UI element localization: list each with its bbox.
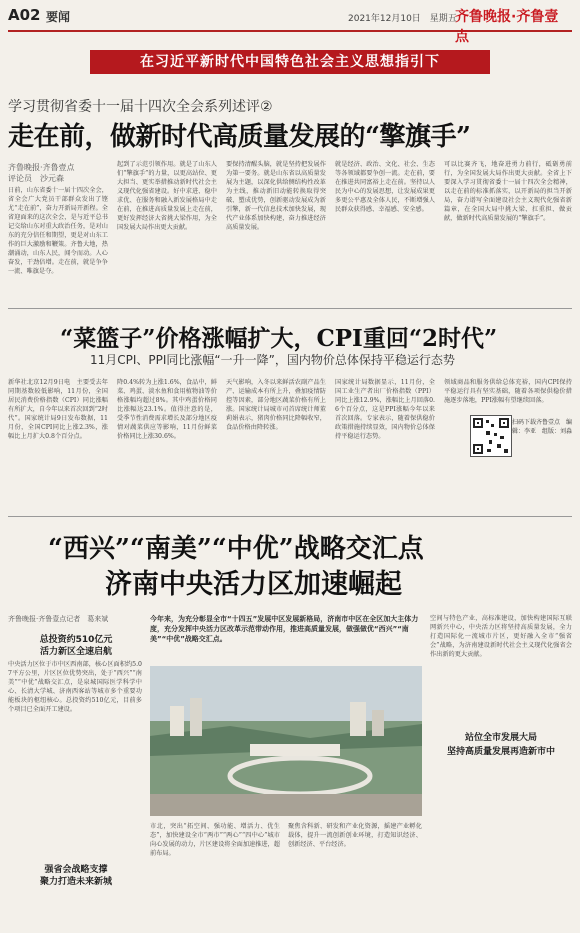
byline-author: 评论员 沙元森 bbox=[8, 174, 64, 183]
article3-lead: 今年来，为充分彰显全市“十四五”发展中区发展新格局，济南市中区在全区加大主体力度，充分发挥中央活力区改革示范带动作用，推进高质量发展，做强做优“西兴”“南美”“中优”战略交汇点。 bbox=[150, 615, 419, 643]
article3-subhead-6: 坚持高质量发展再造新市中 bbox=[446, 747, 555, 757]
article3-headline-line2[interactable]: 济南中央活力区加速崛起 bbox=[105, 569, 402, 600]
article2-headline[interactable]: “菜篮子”价格涨幅扩大，CPI重回“2时代” bbox=[60, 325, 498, 352]
article2-column-4: 国家统计局数据显示，11月份，全国工业生产者出厂价格指数（PPI）同比上涨12.9%，涨幅比上月回落0.6个百分点，这是PPI涨幅今年以来首次回落。专家表示，随着保供稳价政策措施持续显效，国内物价总体保持平稳运行态势。 bbox=[335, 379, 435, 440]
article3-column-right: 空间与特色产业，高标准建设，加快构建国际互联网新兴中心，中央活力区将坚持高质量发展，全力打造国际化一流城市片区，更好融入全市“强省会”战略，为济南建设新时代社会主义现代化强省会作出新的更大贡献。 bbox=[430, 615, 572, 658]
article1-column-4: 就是经济、政治、文化、社会、生态等各领域都要争创一流。走在前，要在推进共同富裕上走在前。坚持以人民为中心的发展思想，让发展成果更多更公平惠及全体人民，不断增强人民群众获得感、幸福感、安全感。 bbox=[335, 161, 435, 213]
article3-subhead-4: 聚力打造未来新城 bbox=[39, 877, 112, 887]
article2-column-2: 降0.4%转为上涨1.6%，食品中，鲜菜、鸡蛋、淡水鱼和食用植物油等价格涨幅均超过8%。其中鸡蛋价格同比涨幅达23.1%。值得注意的是，受季节性消费需求增长及部分地区疫情对蔬菜供应等影响，11月份鲜菜价格同比上涨30.6%。 bbox=[117, 379, 217, 440]
article1-column-3: 要保持清醒头脑，就是坚持把发展作为第一要务。就是山东省以高质量发展为主题，以深化供给侧结构性改革为主线，推动新旧动能转换取得突破、塑成优势，创新驱动发展成为新引擎，新一代信息技术加快发展，现代产业体系加快构建，奋力推进经济高质量发展。 bbox=[226, 161, 326, 231]
article3-subhead-1: 总投资约510亿元 bbox=[39, 635, 113, 645]
section-divider bbox=[8, 308, 572, 309]
column-banner: 在习近平新时代中国特色社会主义思想指引下 bbox=[90, 50, 490, 74]
page-number: A02 bbox=[8, 6, 41, 24]
article3-subhead-5: 站位全市发展大局 bbox=[464, 733, 537, 743]
article1-column-1: 日前，山东省委十一届十四次全会，省全会广大党员干部群众发出了铿尤“走在前”，奋力开新局开新程。全省迎面来的这次全会，是与近平总书记交给山东对重大政治任务，是对山东的充分信任和期望，更是对山东工作的巨大激励和鞭策。齐鲁大地，热潮涌动，山东人民，闻令而动。人心奋发，干劲倍增。走在前，就是争争一流、唯旗是夺。 bbox=[8, 187, 108, 275]
article2-column-5: 领域商品和服务供给总体充裕，国内CPI保持平稳运行具有坚实基础，随着各项保供稳价措施逐步落地，PPI涨幅有望继续回落。 bbox=[444, 379, 572, 404]
article3-byline: 齐鲁晚报·齐鲁壹点记者 葛来斌 bbox=[8, 615, 109, 623]
article3-column-left: 中央活力区位于市中区西南部，核心区面积约5.07平方公里，片区区位优势突出，处于“西兴”“南美”“中优”战略交汇点，是泉城国际医学科学中心、长清大学城、济南西客站等城市多个重要功能板块的枢纽核心。总投资约510亿元，目前多个项目已全面开工建设。 bbox=[8, 661, 142, 713]
issue-date: 2021年12月10日 星期五 bbox=[348, 14, 457, 24]
article2-column-3: 天气影响，入冬以来鲜活农副产品生产、运输成本有所上升，叠加疫情防控等因素，部分地区蔬菜价格有所上涨。国家统计局城市司首席统计师董莉娟表示，猪肉价格同比降幅收窄，食品价格由降转涨。 bbox=[226, 379, 326, 431]
article3-headline-line1[interactable]: “西兴”“南美”“中优”战略交汇点 bbox=[48, 534, 424, 564]
article1-headline[interactable]: 走在前，做新时代高质量发展的“擎旗手” bbox=[8, 122, 471, 152]
article1-column-5: 可以比赛齐飞，地奋进勇力前行，砥砺勇前行，为全国发展大局作出更大贡献。全省上下要深入学习贯彻省委十一届十四次全会精神，以走在前的标准抓落实，以开新局的担当开新局，奋力谱写全面建设社会主义现代化强省新篇章，在全国大局中挑大梁、扛重担、做贡献，做新时代高质量发展的“擎旗手”。 bbox=[444, 161, 572, 222]
article3-subhead-3: 强省会战略支撑 bbox=[44, 865, 108, 875]
byline-outlet: 齐鲁晚报·齐鲁壹点 bbox=[8, 163, 75, 172]
qr-code-icon[interactable] bbox=[470, 415, 512, 457]
city-district-photo bbox=[150, 666, 422, 816]
article3-column-mid-2: 聚焦含科新、研发和产业化资源，摇建产业孵化载体，提升一流创新创业环境，打造知识经济、创新经济、平台经济。 bbox=[288, 823, 422, 848]
article2-subheadline: 11月CPI、PPI同比涨幅“一升一降”，国内物价总体保持平稳运行态势 bbox=[90, 353, 455, 367]
article1-byline bbox=[8, 162, 75, 184]
article3-subhead-2: 活力新区全速启航 bbox=[39, 647, 112, 657]
masthead-logo: 齐鲁晚报·齐鲁壹点 bbox=[455, 9, 559, 45]
article3-column-mid: 市北，突出“拓空间、强功能、增活力、优生态”，加快建设全市“两市”“两心”“四中心”城市向心发展的动力，片区建设将全面加速推进，超前布局。 bbox=[150, 823, 280, 857]
article2-column-1: 新华社北京12月9日电 主要受去年同期基数较低影响，11月份，全国居民消费价格指数（CPI）同比涨幅有所扩大，自今年以来首次回到“2时代”。国家统计局9日发布数据，11月份，全国CPI同比上涨2.3%，涨幅比上月扩大0.8个百分点。 bbox=[8, 379, 108, 440]
qr-caption: 扫码下载齐鲁壹点 编辑：李亚 组版：刘淼 bbox=[512, 419, 573, 435]
section-name: 要闻 bbox=[46, 10, 71, 24]
section-divider-2 bbox=[8, 516, 572, 517]
article1-kicker: 学习贯彻省委十一届十四次全会系列述评② bbox=[8, 99, 273, 115]
article1-column-2: 起到了示范引领作用。就是了山东人们“擎旗手”的力量，以更高站位、更大担当、更实举措推动新时代社会主义现代化强省建设。好中求进、稳中求优、在服务和融入新发展格局中走在前，在推进高质量发展上走在前，更好发挥经济大省挑大梁作用，为全国发展大局作出更大贡献。 bbox=[117, 161, 217, 231]
page-header bbox=[8, 4, 572, 45]
